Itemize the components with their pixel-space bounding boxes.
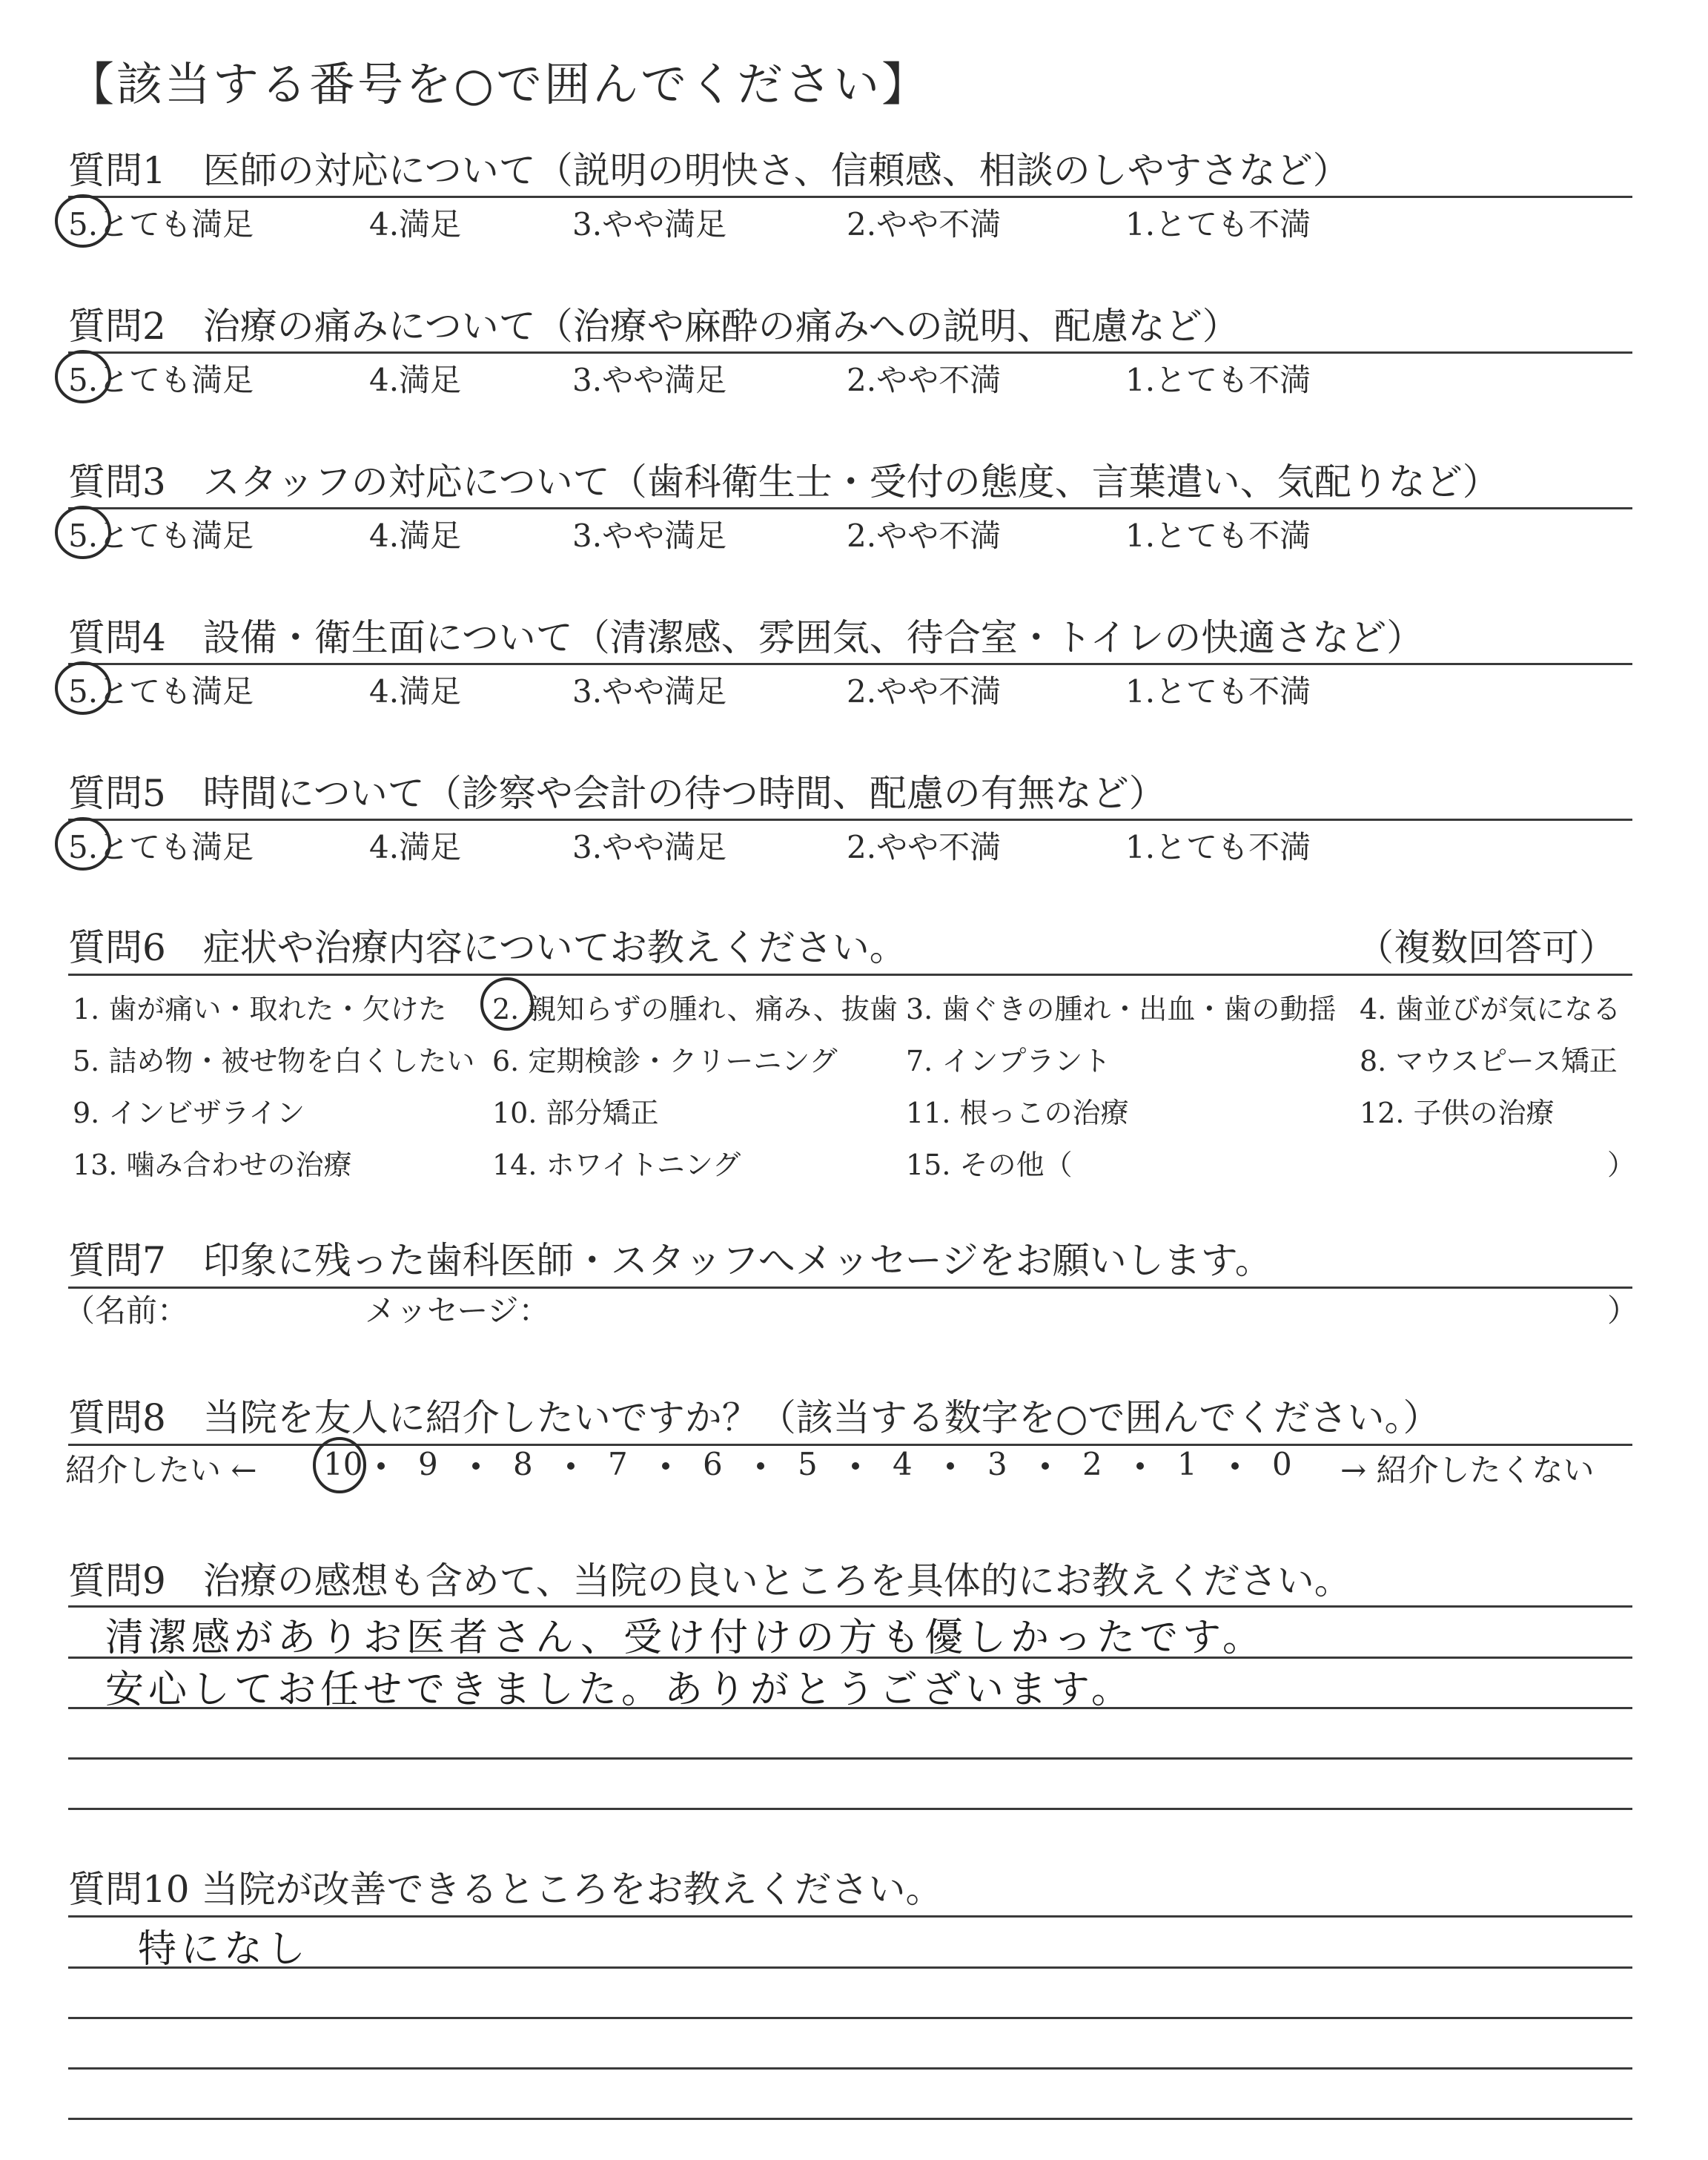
q8-right-label: → 紹介したくない	[1340, 1452, 1595, 1488]
q5-option-3: 3.やや満足	[572, 829, 727, 865]
q6-option-3: 3. 歯ぐきの腫れ・出血・歯の動揺	[906, 993, 1337, 1025]
q8-scale-separator	[947, 1462, 954, 1470]
q8-scale-1: 1	[1177, 1446, 1197, 1482]
q6-option-10: 10. 部分矯正	[492, 1097, 659, 1129]
q8-scale-9: 9	[418, 1446, 438, 1482]
q5-rule	[68, 819, 1632, 821]
q9-answer-line-2: 安心してお任せできました。ありがとうございます。	[105, 1668, 1134, 1712]
q3-option-4: 4.満足	[369, 518, 462, 554]
q6-note: （複数回答可）	[1357, 926, 1616, 969]
q6-rule	[68, 974, 1632, 976]
q8-scale-separator	[472, 1462, 480, 1470]
q8-scale-6: 6	[703, 1446, 723, 1482]
q3-option-1: 1.とても不満	[1125, 518, 1311, 554]
q7-close: ）	[1607, 1292, 1639, 1329]
q3-option-3: 3.やや満足	[572, 518, 727, 554]
q8-scale-2: 2	[1082, 1446, 1102, 1482]
q10-answer-line-1: 特になし	[138, 1927, 311, 1972]
q6-option-8: 8. マウスピース矯正	[1360, 1045, 1618, 1077]
q5-option-2: 2.やや不満	[847, 829, 1002, 865]
q9-label: 質問9 治療の感想も含めて、当院の良いところを具体的にお教えください。	[68, 1559, 1351, 1602]
q2-option-2: 2.やや不満	[847, 362, 1002, 398]
q8-scale-separator	[567, 1462, 575, 1470]
q6-option-15: 15. その他（	[906, 1149, 1073, 1181]
q3-option-2: 2.やや不満	[847, 518, 1002, 554]
q6-option-7: 7. インプラント	[906, 1045, 1111, 1077]
q3-option-5: 5.とても満足	[68, 518, 254, 554]
q2-option-3: 3.やや満足	[572, 362, 727, 398]
q6-option-12: 12. 子供の治療	[1360, 1097, 1555, 1129]
q8-scale-separator	[1136, 1462, 1144, 1470]
q4-option-3: 3.やや満足	[572, 673, 727, 710]
q8-scale-3: 3	[987, 1446, 1007, 1482]
q4-option-2: 2.やや不満	[847, 673, 1002, 710]
q4-rule	[68, 663, 1632, 665]
q6-option-6: 6. 定期検診・クリーニング	[492, 1045, 838, 1077]
q6-option-1: 1. 歯が痛い・取れた・欠けた	[73, 993, 447, 1025]
q1-label: 質問1 医師の対応について（説明の明快さ、信頼感、相談のしやすさなど）	[68, 149, 1350, 192]
q2-option-5: 5.とても満足	[68, 362, 254, 398]
q8-scale-separator	[662, 1462, 669, 1470]
q1-option-3: 3.やや満足	[572, 206, 727, 242]
page-title: 【該当する番号を○で囲んでください】	[68, 57, 930, 111]
q6-option-9: 9. インビザライン	[73, 1097, 305, 1129]
q8-scale-separator	[1231, 1462, 1239, 1470]
q5-label: 質問5 時間について（診察や会計の待つ時間、配慮の有無など）	[68, 772, 1166, 815]
q2-label: 質問2 治療の痛みについて（治療や麻酔の痛みへの説明、配慮など）	[68, 305, 1239, 348]
q8-label: 質問8 当院を友人に紹介したいですか？（該当する数字を○で囲んでください。）	[68, 1396, 1440, 1439]
q8-scale-10: 10	[323, 1446, 363, 1482]
q10-label: 質問10 当院が改善できるところをお教えください。	[68, 1868, 943, 1911]
q5-option-1: 1.とても不満	[1125, 829, 1311, 865]
q8-scale-5: 5	[798, 1446, 818, 1482]
q6-option-4: 4. 歯並びが気になる	[1360, 993, 1621, 1025]
q7-name-label: （名前：	[64, 1292, 189, 1329]
q5-option-5: 5.とても満足	[68, 829, 254, 865]
q8-scale-8: 8	[513, 1446, 533, 1482]
q8-scale-separator	[377, 1462, 385, 1470]
q2-rule	[68, 351, 1632, 354]
q3-label: 質問3 スタッフの対応について（歯科衛生士・受付の態度、言葉遣い、気配りなど）	[68, 460, 1500, 503]
q6-option-13: 13. 噛み合わせの治療	[73, 1149, 352, 1181]
q7-rule	[68, 1287, 1632, 1289]
q2-option-1: 1.とても不満	[1125, 362, 1311, 398]
q5-option-4: 4.満足	[369, 829, 462, 865]
q1-option-1: 1.とても不満	[1125, 206, 1311, 242]
q1-option-4: 4.満足	[369, 206, 462, 242]
q9-answer-line-1: 清潔感がありお医者さん、受け付けの方も優しかったです。	[105, 1616, 1265, 1660]
q1-option-5: 5.とても満足	[68, 206, 254, 242]
q6-option-2: 2. 親知らずの腫れ、痛み、抜歯	[492, 993, 898, 1025]
q8-scale-separator	[1042, 1462, 1049, 1470]
q8-scale-7: 7	[608, 1446, 628, 1482]
q8-scale-0: 0	[1272, 1446, 1292, 1482]
q2-option-4: 4.満足	[369, 362, 462, 398]
q6-option-5: 5. 詰め物・被せ物を白くしたい	[73, 1045, 475, 1077]
q1-rule	[68, 196, 1632, 198]
q1-option-2: 2.やや不満	[847, 206, 1002, 242]
q6-option-14: 14. ホワイトニング	[492, 1149, 741, 1181]
q4-label: 質問4 設備・衛生面について（清潔感、雰囲気、待合室・トイレの快適さなど）	[68, 616, 1424, 659]
q4-option-1: 1.とても不満	[1125, 673, 1311, 710]
q7-label: 質問7 印象に残った歯科医師・スタッフへメッセージをお願いします。	[68, 1239, 1272, 1282]
q6-other-close: ）	[1607, 1149, 1636, 1181]
q7-message-label: メッセージ：	[365, 1292, 550, 1329]
q6-label: 質問6 症状や治療内容についてお教えください。	[68, 926, 907, 969]
q8-scale-4: 4	[893, 1446, 913, 1482]
q8-scale-separator	[852, 1462, 859, 1470]
q6-option-11: 11. 根っこの治療	[906, 1097, 1129, 1129]
q8-scale-separator	[757, 1462, 764, 1470]
q4-option-4: 4.満足	[369, 673, 462, 710]
q4-option-5: 5.とても満足	[68, 673, 254, 710]
q8-left-label: 紹介したい ←	[65, 1452, 257, 1488]
q3-rule	[68, 507, 1632, 509]
